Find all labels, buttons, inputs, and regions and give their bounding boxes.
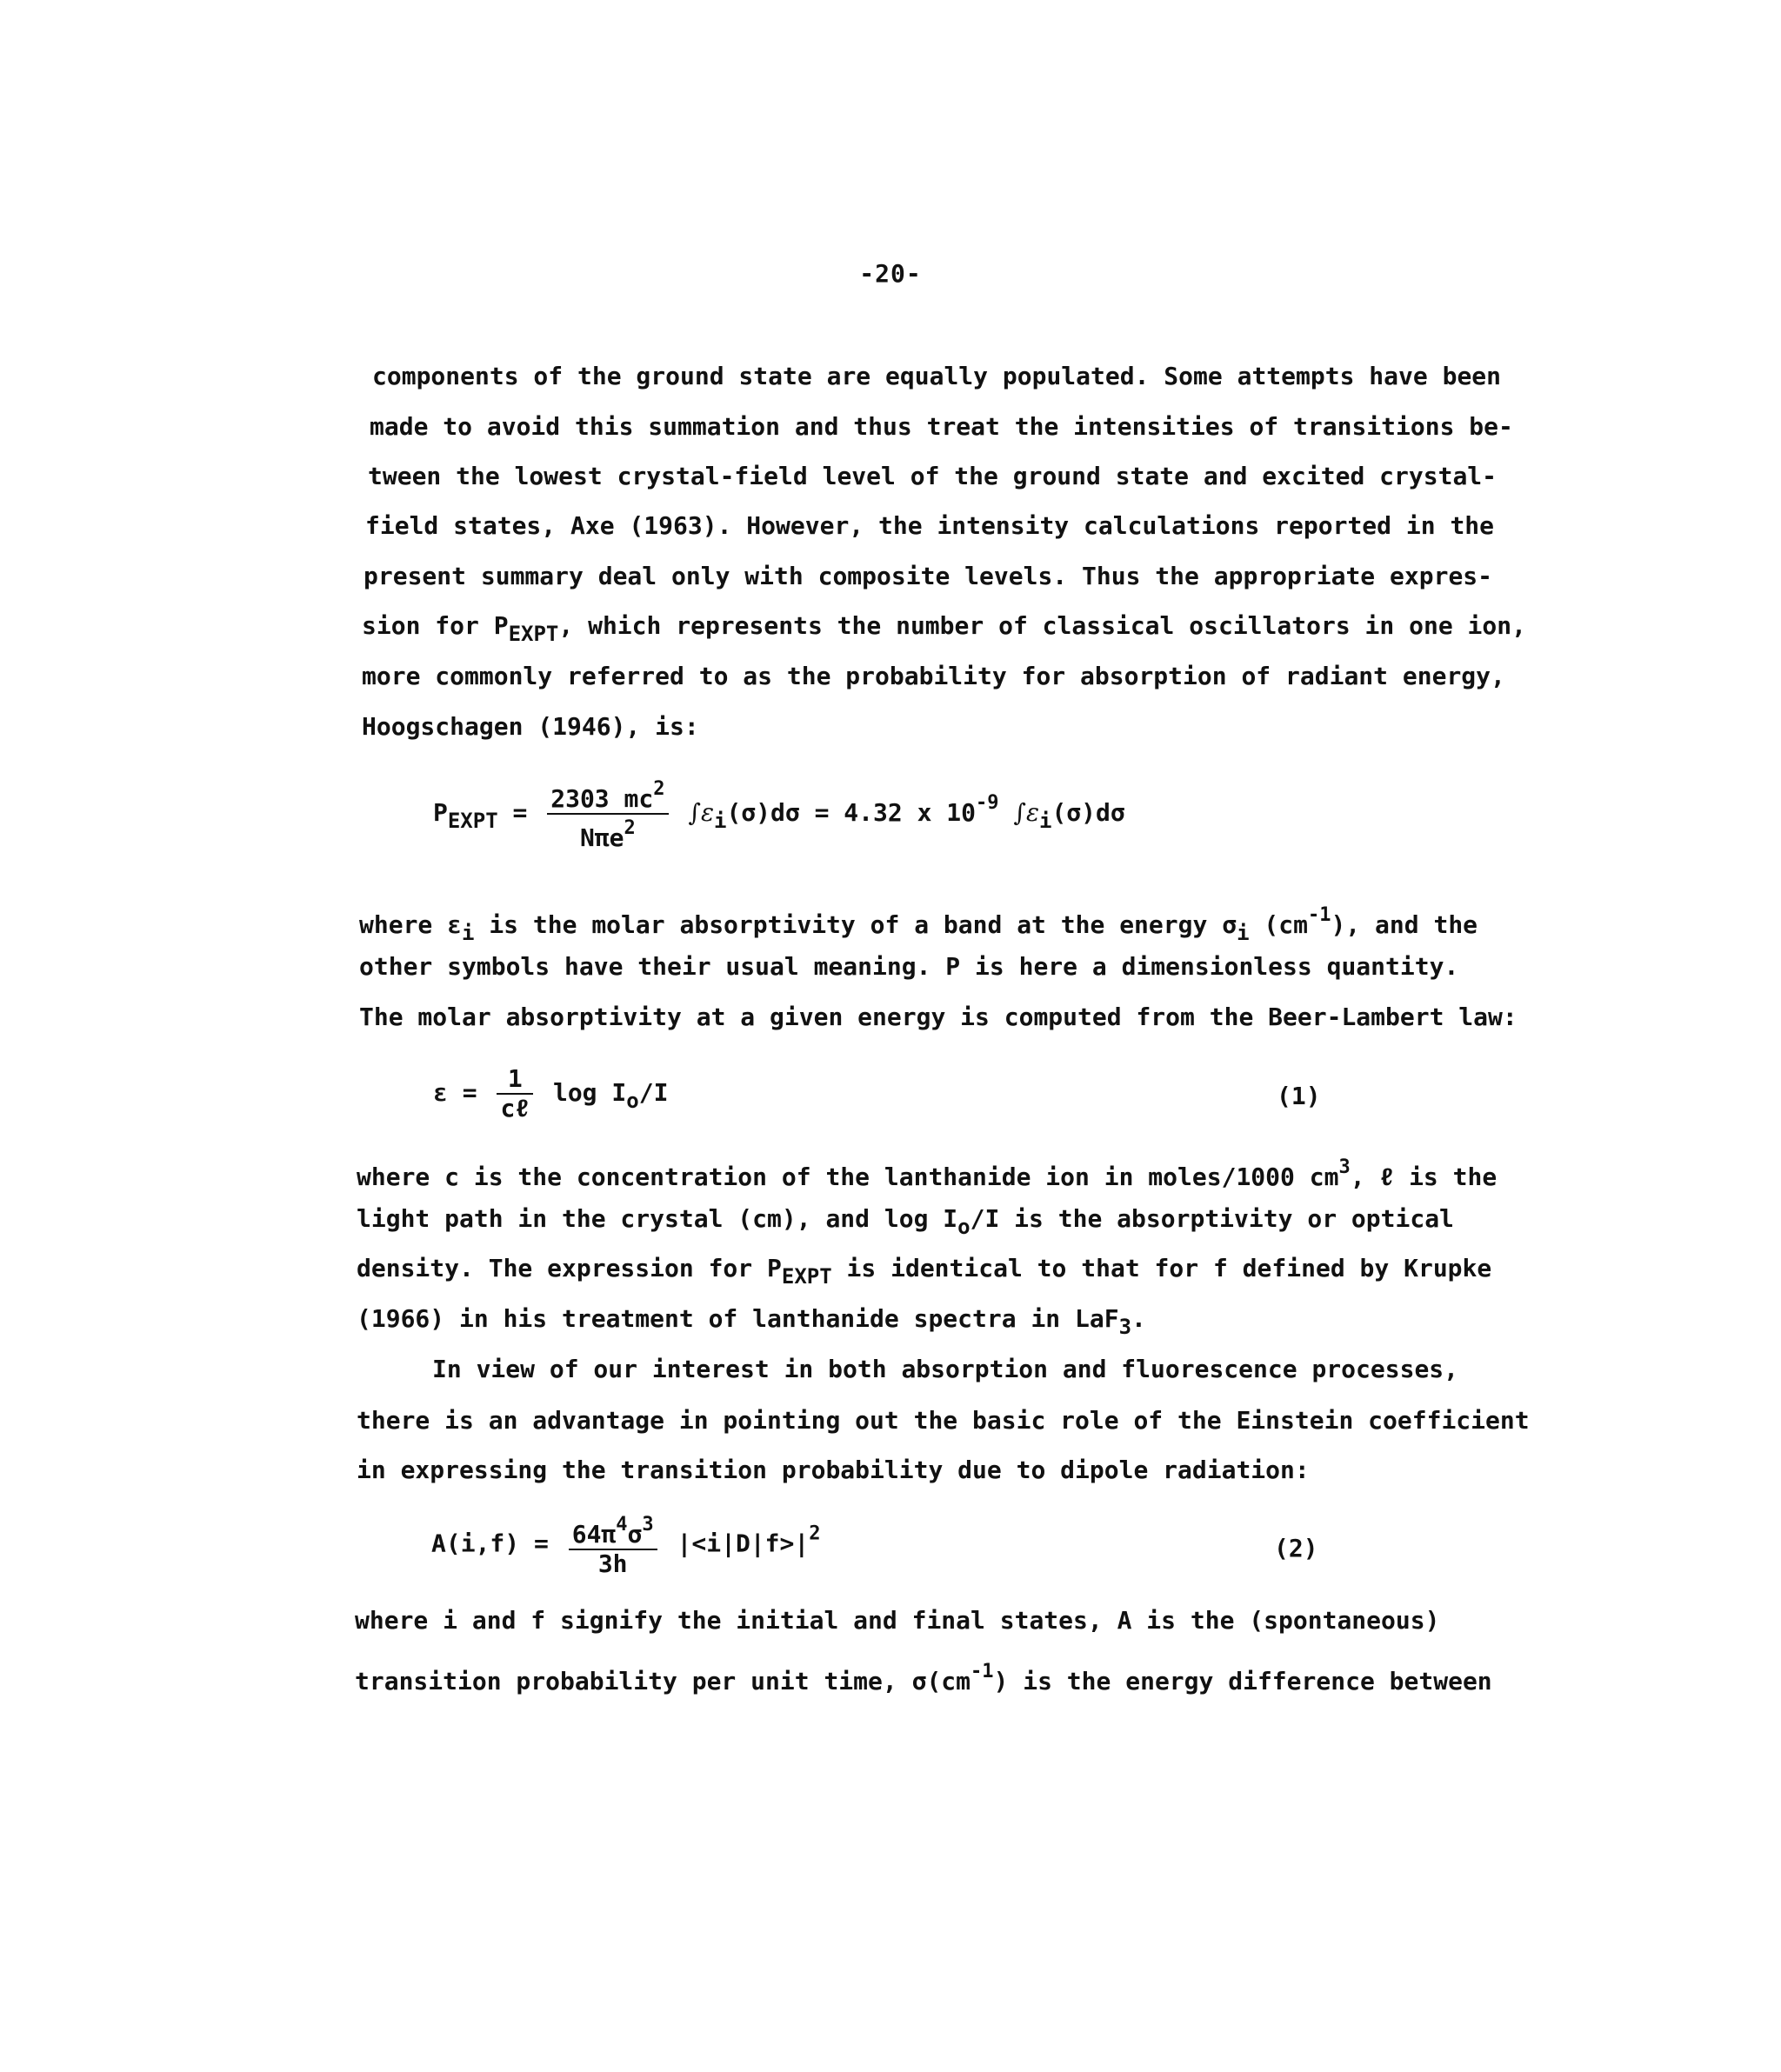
text-line: other symbols have their usual meaning. P is here a dimensionless quantity. bbox=[359, 952, 1459, 981]
fraction: $\frac{1}{\text{cℓ}}$ bbox=[497, 1065, 533, 1123]
text-line: sion for $P_{EXPT}$, which represents the number of classical oscillators in one ion, bbox=[362, 611, 1526, 646]
equation-2: A(i,f) = $\frac{64\pi^4\sigma^3}{3h}$ $|<i|D|f>|^2$ bbox=[431, 1511, 820, 1578]
text-line: Hoogschagen (1946), is: bbox=[362, 712, 699, 741]
text-line: components of the ground state are equally populated. Some attempts have been bbox=[372, 362, 1502, 390]
text-line: light path in the crystal (cm), and $\log I_o/I$ is the absorptivity or optical bbox=[357, 1204, 1454, 1239]
p-expt-symbol: P bbox=[493, 611, 509, 640]
text-line: where $\varepsilon_i$ is the molar absorptivity of a band at the energy $\sigma_i$ $(cm^{-1})$, and the bbox=[359, 904, 1478, 945]
text-line: In view of our interest in both absorption and fluorescence processes, bbox=[432, 1355, 1459, 1383]
text-line: where c is the concentration of the lanthanide ion in moles/1000 $cm^3$, ℓ is the bbox=[357, 1156, 1498, 1191]
text-line: made to avoid this summation and thus treat the intensities of transitions be- bbox=[370, 412, 1513, 441]
page-number: -20- bbox=[859, 259, 922, 288]
fraction: $\frac{64\pi^4\sigma^3}{3h}$ bbox=[569, 1511, 657, 1578]
text-line: The molar absorptivity at a given energy is computed from the Beer-Lambert law: bbox=[359, 1003, 1518, 1031]
text-line: in expressing the transition probability due to dipole radiation: bbox=[357, 1456, 1310, 1484]
text-line: density. The expression for $P_{EXPT}$ is identical to that for f defined by Krupke bbox=[357, 1254, 1492, 1289]
fraction: $\frac{2303 mc^2}{N\pi e^2}$ bbox=[547, 776, 668, 852]
text-line: more commonly referred to as the probability for absorption of radiant energy, bbox=[362, 662, 1505, 690]
text-line: there is an advantage in pointing out the basic role of the Einstein coefficient bbox=[357, 1406, 1530, 1435]
equation-number: (1) bbox=[1277, 1082, 1321, 1110]
text-line: (1966) in his treatment of lanthanide spectra in LaF$_3$. bbox=[357, 1304, 1146, 1339]
equation-1: ε = $\frac{1}{\text{cℓ}}$ $\log I_o/I$ bbox=[433, 1064, 669, 1123]
text-line: tween the lowest crystal-field level of the ground state and excited crystal- bbox=[368, 462, 1498, 490]
text-line: field states, Axe (1963). However, the intensity calculations reported in the bbox=[365, 511, 1495, 540]
text-line: present summary deal only with composite levels. Thus the appropriate expres- bbox=[364, 562, 1493, 590]
text-line: transition probability per unit time, $\sigma(cm^{-1})$ is the energy difference between bbox=[355, 1661, 1492, 1696]
text-line: where i and f signify the initial and final states, A is the (spontaneous) bbox=[355, 1606, 1440, 1635]
equation-pexpt: $P_{EXPT}$ = $\frac{2303 mc^2}{N\pi e^2}$ $\int\varepsilon_i(\sigma)d\sigma = 4.32$ x $10^{-9}$ $\int\varepsilon_i(\sigma)d\sigma$ bbox=[433, 776, 1125, 852]
equation-number: (2) bbox=[1274, 1534, 1318, 1562]
